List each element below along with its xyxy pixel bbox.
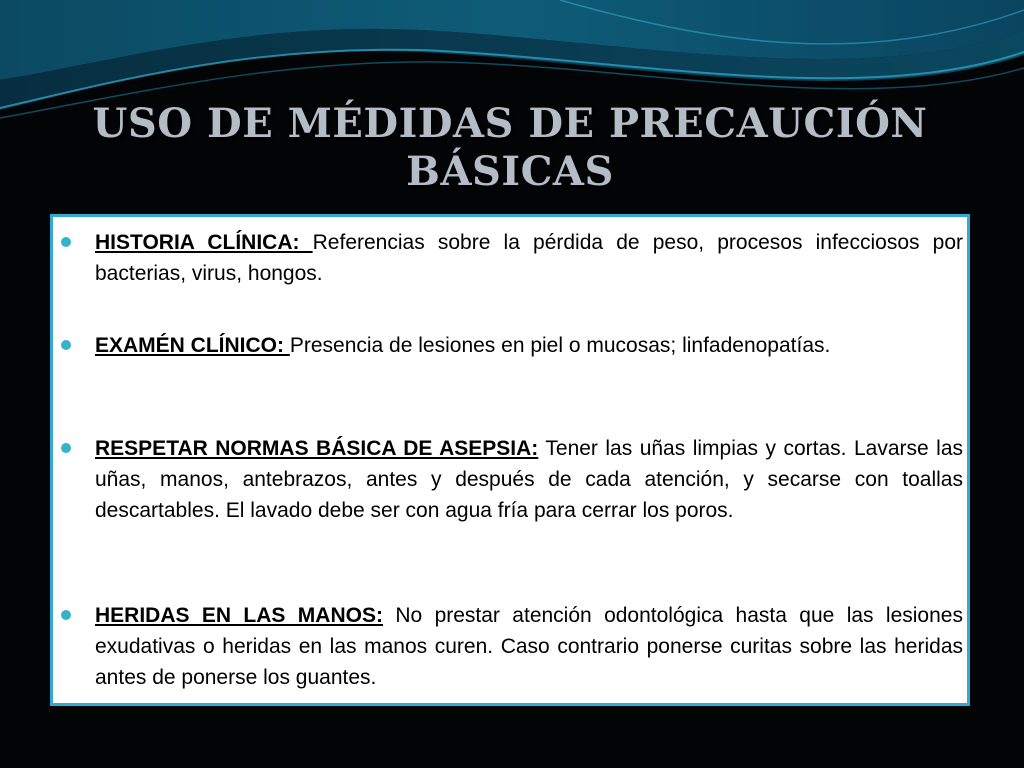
item-heading: HISTORIA CLÍNICA: xyxy=(95,231,313,254)
list-item-historia-clinica xyxy=(61,227,963,289)
bullet-icon xyxy=(61,610,71,620)
item-body: Tener las uñas limpias y cortas. Lavarse las uñas, manos, antebrazos, antes y después de cada atención, y secarse con toallas descartables. El lavado debe ser con agua fría para cerrar los poros. xyxy=(95,437,963,522)
list-item-text xyxy=(95,600,963,693)
title-line-2: BÁSICAS xyxy=(406,148,614,195)
item-body: No prestar atención odontológica hasta que las lesiones exudativas o heridas en las manos curen. Caso contrario ponerse curitas sobre las heridas antes de ponerse los guantes. xyxy=(95,604,963,689)
item-heading: RESPETAR NORMAS BÁSICA DE ASEPSIA: xyxy=(95,437,539,460)
list-item-text xyxy=(95,330,963,361)
list-item-heridas-manos xyxy=(61,600,963,693)
bullet-icon xyxy=(61,443,71,453)
content-box xyxy=(50,214,970,706)
slide-title xyxy=(60,100,960,196)
list-item-text xyxy=(95,227,963,289)
list-item-examen-clinico xyxy=(61,330,963,361)
bullet-icon xyxy=(61,340,71,350)
item-body: Presencia de lesiones en piel o mucosas; linfadenopatías. xyxy=(289,334,831,357)
bullet-icon xyxy=(61,237,71,247)
item-heading: EXAMÉN CLÍNICO: xyxy=(95,334,290,357)
list-item-normas-asepsia xyxy=(61,433,963,526)
item-body: Referencias sobre la pérdida de peso, procesos infecciosos por bacterias, virus, hongos. xyxy=(95,231,964,285)
item-heading: HERIDAS EN LAS MANOS: xyxy=(95,604,383,627)
list-item-text xyxy=(95,433,963,526)
title-line-1: USO DE MÉDIDAS DE PRECAUCIÓN xyxy=(92,100,928,147)
